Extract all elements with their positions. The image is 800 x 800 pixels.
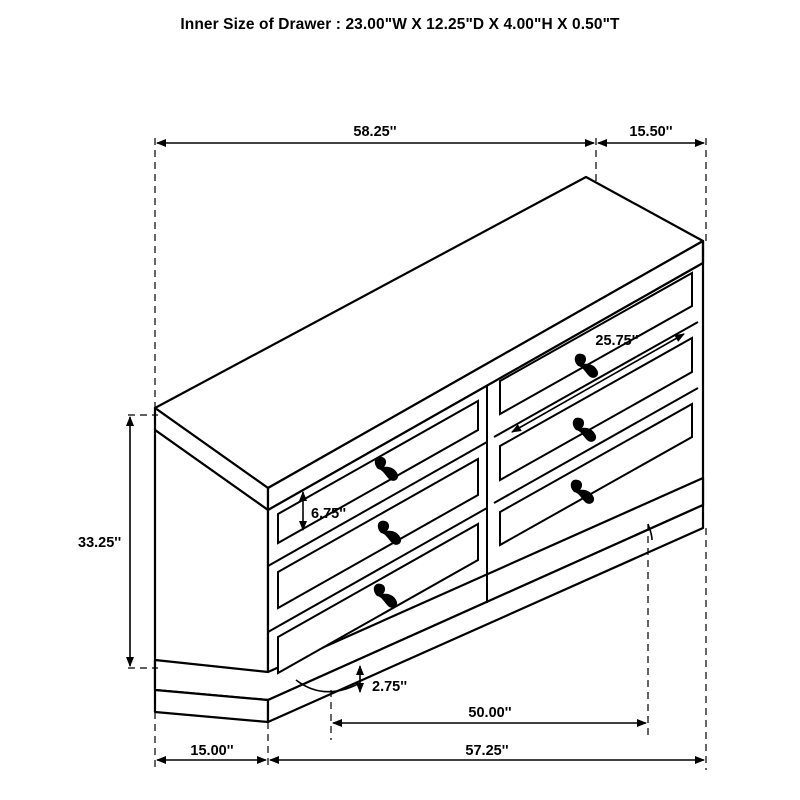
dim-label-base-depth: 15.00'' bbox=[190, 743, 234, 759]
dim-label-overall-height: 33.25'' bbox=[78, 535, 122, 551]
page-title: Inner Size of Drawer : 23.00"W X 12.25"D X 4.00"H X 0.50"T bbox=[180, 16, 620, 33]
dim-label-base-width: 57.25'' bbox=[465, 743, 509, 759]
dim-label-base-height: 2.75'' bbox=[372, 679, 408, 695]
dim-label-top-width: 58.25'' bbox=[353, 124, 397, 140]
dim-label-top-depth: 15.50'' bbox=[629, 124, 673, 140]
dim-label-base-inner-width: 50.00'' bbox=[468, 705, 512, 721]
dim-label-drawer-height: 6.75'' bbox=[311, 506, 347, 522]
dim-label-drawer-diagonal: 25.75'' bbox=[595, 333, 639, 349]
